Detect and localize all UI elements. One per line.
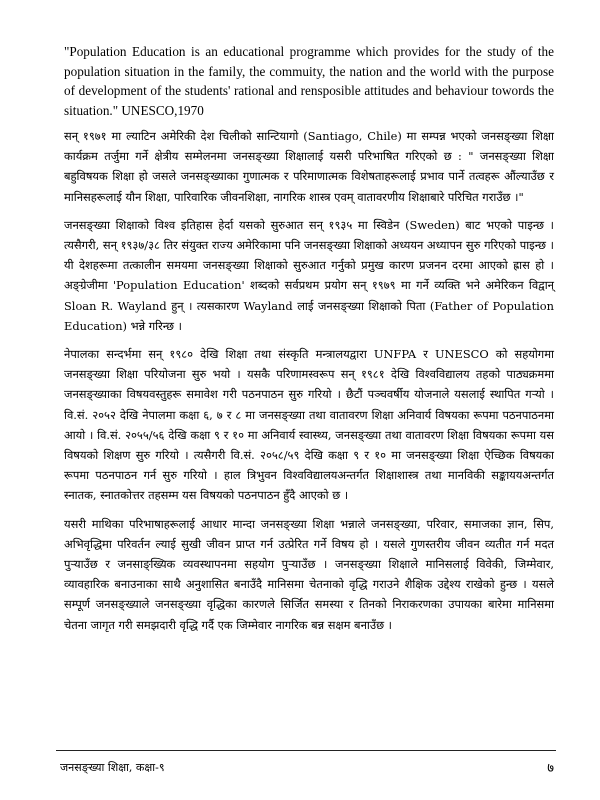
paragraph-nepal-context: नेपालका सन्दर्भमा सन् १९८० देखि शिक्षा तथा संस्कृति मन्त्रालयद्वारा UNFPA र UNESCO को सहयोगमा जनसङ्ख्या शिक्षा परियोजना सुरु भयो । यसकै परिणामस्वरूप सन् १९८१ देखि विश्वविद्यालय तहको पाठ्यक्रममा जनसङ्ख्याका विषयवस्तुहरू समावेश गरी पठनपाठन सुरु गरियो । छैटौं पञ्चवर्षीय योजनाले यसलाई स्थापित गऱ्यो । वि.सं. २०५२ देखि नेपालमा कक्षा ६, ७ र ८ मा जनसङ्ख्या तथा वातावरण शिक्षा अनिवार्य विषयका रूपमा पठनपाठनमा आयो । वि.सं. २०५५/५६ देखि कक्षा ९ र १० मा अनिवार्य स्वास्थ्य, जनसङ्ख्या तथा वातावरण शिक्षा विषयका रूपमा यस विषयको शिक्षण सुरु गरियो । त्यसैगरी वि.सं. २०५८/५९ देखि कक्षा ९ र १० मा जनसङ्ख्या शिक्षा ऐच्छिक विषयका रूपमा पठनपाठन गर्न सुरु गरियो । हाल त्रिभुवन विश्वविद्यालयअन्तर्गत शिक्षाशास्त्र तथा मानविकी सङ्काययअन्तर्गत स्नातक, स्नातकोत्तर तहसम्म यस विषयको पठनपाठन हुँदै आएको छ । [64,347,554,503]
paragraph-world-history: जनसङ्ख्या शिक्षाको विश्व इतिहास हेर्दा यसको सुरुआत सन् १९३५ मा स्विडेन (Sweden) बाट भएको पाइन्छ । त्यसैगरी, सन् १९३७/३८ तिर संयुक्त राज्य अमेरिकामा पनि जनसङ्ख्या शिक्षाको अध्ययन अध्यापन सुरु गरिएको पाइन्छ । यी देशहरूमा तत्कालीन समयमा जनसङ्ख्या शिक्षाको सुरुआत गर्नुको प्रमुख कारण प्रजनन दरमा आएको ह्रास हो । अङ्ग्रेजीमा 'Population Education' शब्दको सर्वप्रथम प्रयोग सन् १९७९ मा गर्ने व्यक्ति भने अमेरिकन विद्वान् Sloan R. Wayland हुन् । त्यसकारण Wayland लाई जनसङ्ख्या शिक्षाको पिता (Father of Population Education) भन्ने गरिन्छ । [64,217,554,333]
paragraph-conclusion: यसरी माथिका परिभाषाहरूलाई आधार मान्दा जनसङ्ख्या शिक्षा भन्नाले जनसङ्ख्या, परिवार, समाजका ज्ञान, सिप, अभिवृद्धिमा परिवर्तन ल्याई सुखी जीवन प्राप्त गर्न उत्प्रेरित गर्ने विषय हो । यसले गुणस्तरीय जीवन व्यतीत गर्न मदत पुऱ्याउँछ र जनसाङ्ख्यिक व्यवस्थापनमा सहयोग पुऱ्याउँछ । जनसङ्ख्या शिक्षाले मानिसलाई विवेकी, जिम्मेवार, व्यावहारिक बनाउनाका साथै अनुशासित बनाउँदै मानिसमा चेतनाको वृद्धि गराउने शैक्षिक उद्देश्य राखेको हुन्छ । यसले सम्पूर्ण जनसङ्ख्याले जनसङ्ख्या वृद्धिका कारणले सिर्जित समस्या र तिनको निराकरणका उपायका बारेमा मानिसमा चेतना जागृत गरी समझदारी वृद्धि गर्दै एक जिम्मेवार नागरिक बन्न सक्षम बनाउँछ । [64,516,554,632]
footer-page-number: ७ [547,761,554,776]
unesco-definition-quote: "Population Education is an educational programme which provides for the study of the population situation in the family, the commuity, the nation and the world with the purpose of development of the students' rational and rensposible attitudes and behaviour towords the situation." UNESCO,1970 [64,44,554,118]
footer-book-title: जनसङ्ख्या शिक्षा, कक्षा-९ [60,761,165,774]
paragraph-santiago-definition: सन् १९७१ मा ल्याटिन अमेरिकी देश चिलीको सान्टियागो (Santiago, Chile) मा सम्पन्न भएको जनसङ्ख्या शिक्षा कार्यक्रम तर्जुमा गर्ने क्षेत्रीय सम्मेलनमा जनसङ्ख्या शिक्षालाई यसरी परिभाषित गरिएको छ : " जनसङ्ख्या शिक्षा बहुविषयक शिक्षा हो जसले जनसङ्ख्याका गुणात्मक र परिमाणात्मक विशेषताहरूलाई प्रभाव पार्ने तत्वहरू औंल्याउँछ र मानिसहरूलाई यौन शिक्षा, पारिवारिक जीवनशिक्षा, नागरिक शास्त्र एवम् वातावरणीय शिक्षाबारे परिचित गराउँछ ।" [64,129,554,204]
footer-divider [56,750,556,751]
page-content [64,42,554,643]
